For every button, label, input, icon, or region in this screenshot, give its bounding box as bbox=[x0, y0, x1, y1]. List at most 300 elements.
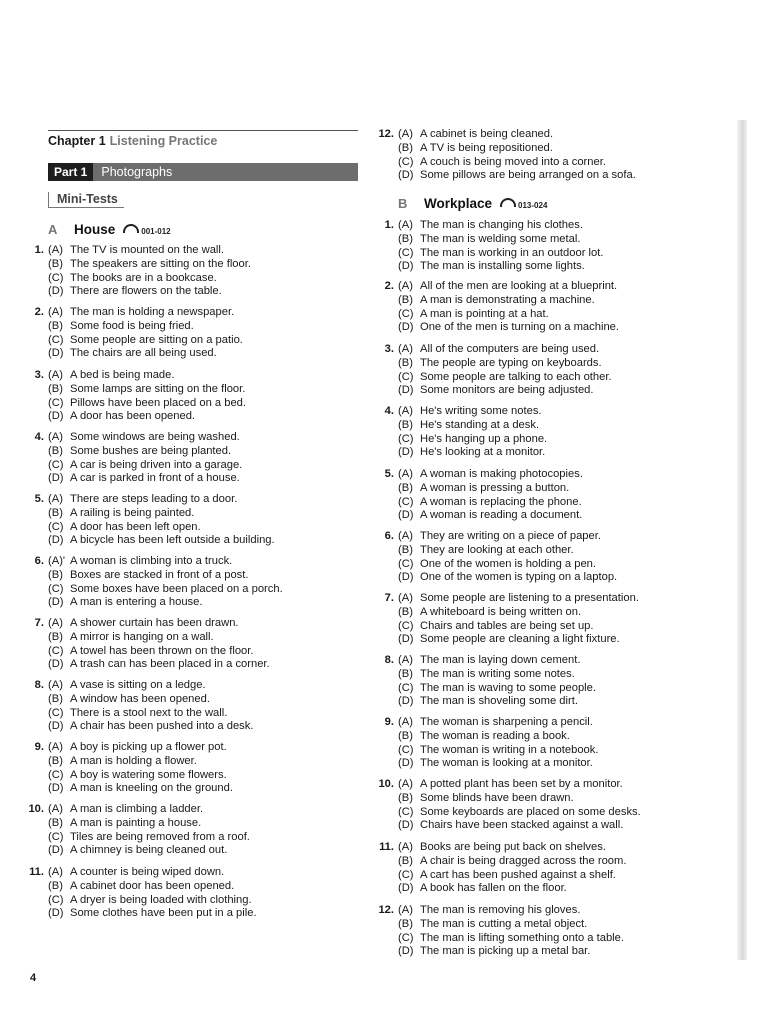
option-letter: (C) bbox=[398, 432, 414, 445]
option-letter: (C) bbox=[398, 495, 414, 508]
option-letter: (A) bbox=[398, 468, 413, 480]
option-text: A chair is being dragged across the room. bbox=[420, 854, 627, 867]
option-text: All of the computers are being used. bbox=[420, 343, 600, 355]
answer-option bbox=[398, 419, 547, 433]
mini-tests-heading: Mini-Tests bbox=[48, 192, 124, 208]
chapter-label: Chapter 1 bbox=[48, 134, 106, 148]
question-number: 11. bbox=[29, 866, 44, 878]
answer-options bbox=[398, 128, 636, 183]
option-text: A door has been opened. bbox=[70, 410, 196, 423]
answer-option bbox=[398, 357, 612, 371]
answer-options bbox=[398, 841, 626, 896]
option-letter: (B) bbox=[48, 879, 63, 892]
answer-option bbox=[48, 596, 283, 610]
question-number: 3. bbox=[34, 369, 44, 381]
option-text: A man is painting a house. bbox=[70, 816, 202, 829]
answer-option bbox=[48, 707, 253, 721]
option-text: The man is working in an outdoor lot. bbox=[420, 246, 604, 259]
option-letter: (A) bbox=[48, 679, 63, 691]
question-number: 6. bbox=[34, 555, 44, 567]
section-title: Workplace bbox=[424, 196, 493, 211]
option-letter: (B) bbox=[398, 791, 413, 804]
option-text: A car is being driven into a garage. bbox=[70, 458, 243, 471]
option-letter: (D) bbox=[398, 819, 414, 832]
option-text: A woman is pressing a button. bbox=[420, 481, 570, 494]
question-number: 8. bbox=[34, 679, 44, 691]
option-letter: (B) bbox=[398, 667, 413, 680]
answer-option bbox=[398, 945, 624, 959]
option-letter: (C) bbox=[398, 246, 414, 259]
option-text: A woman is reading a document. bbox=[420, 509, 583, 522]
option-letter: (B) bbox=[398, 356, 413, 369]
answer-option bbox=[48, 720, 253, 734]
option-text: Some bushes are being planted. bbox=[70, 444, 232, 457]
option-text: The man is waving to some people. bbox=[420, 681, 596, 694]
option-text: There is a stool next to the wall. bbox=[70, 706, 228, 719]
option-text: A man is climbing a ladder. bbox=[70, 803, 204, 815]
answer-options bbox=[48, 803, 250, 858]
option-text: A woman is climbing into a truck. bbox=[70, 555, 233, 567]
option-text: Chairs and tables are being set up. bbox=[420, 619, 594, 632]
question-number: 12. bbox=[378, 904, 394, 916]
answer-options bbox=[48, 555, 283, 610]
answer-option bbox=[398, 509, 583, 523]
answer-option bbox=[398, 869, 626, 883]
option-letter: (D) bbox=[48, 472, 64, 485]
answer-option bbox=[398, 468, 583, 482]
answer-option bbox=[398, 757, 598, 771]
answer-option bbox=[398, 219, 603, 233]
option-text: A dryer is being loaded with clothing. bbox=[70, 893, 252, 906]
section-title: House bbox=[74, 222, 116, 237]
answer-option bbox=[398, 730, 598, 744]
option-letter: (C) bbox=[398, 619, 414, 632]
question-number: 4. bbox=[34, 431, 44, 443]
option-letter: (B) bbox=[398, 418, 413, 431]
answer-option bbox=[398, 247, 603, 261]
option-text: A cabinet is being cleaned. bbox=[420, 128, 554, 140]
option-text: Boxes are stacked in front of a post. bbox=[70, 568, 249, 581]
answer-options bbox=[398, 904, 624, 959]
option-text: A whiteboard is being written on. bbox=[420, 605, 582, 618]
answer-option bbox=[398, 606, 639, 620]
option-text: A counter is being wiped down. bbox=[70, 866, 225, 878]
option-text: Some pillows are being arranged on a sofa. bbox=[420, 169, 636, 182]
option-text: A man is holding a flower. bbox=[70, 754, 197, 767]
option-letter: (A) bbox=[48, 617, 63, 629]
track-range: 013-024 bbox=[518, 201, 548, 210]
chapter-heading bbox=[48, 134, 217, 148]
option-letter: (D) bbox=[398, 169, 414, 182]
option-text: Some people are talking to each other. bbox=[420, 370, 612, 383]
option-text: Some blinds have been drawn. bbox=[420, 791, 574, 804]
option-letter: (B) bbox=[48, 568, 63, 581]
option-text: A couch is being moved into a corner. bbox=[420, 155, 606, 168]
option-letter: (B) bbox=[48, 506, 63, 519]
option-text: The man is laying down cement. bbox=[420, 654, 581, 666]
section-letter: B bbox=[398, 196, 408, 211]
option-letter: (C) bbox=[398, 370, 414, 383]
answer-option bbox=[48, 397, 246, 411]
option-letter: (B) bbox=[398, 917, 413, 930]
option-text: All of the men are looking at a blueprint. bbox=[420, 280, 618, 292]
answer-option bbox=[398, 592, 639, 606]
answer-option bbox=[398, 496, 583, 510]
answer-option bbox=[48, 472, 242, 486]
option-letter: (C) bbox=[48, 271, 64, 284]
option-text: A chair has been pushed into a desk. bbox=[70, 720, 254, 733]
option-text: Pillows have been placed on a bed. bbox=[70, 396, 247, 409]
option-letter: (C) bbox=[48, 706, 64, 719]
answer-option bbox=[398, 343, 612, 357]
answer-options bbox=[398, 219, 603, 274]
question-number: 10. bbox=[28, 803, 44, 815]
answer-options bbox=[398, 716, 598, 771]
option-letter: (A) bbox=[398, 405, 413, 417]
option-letter: (A) bbox=[398, 128, 413, 140]
section-letter: A bbox=[48, 222, 58, 237]
option-text: A man is kneeling on the ground. bbox=[70, 782, 233, 795]
option-letter: (C) bbox=[398, 155, 414, 168]
option-letter: (B) bbox=[48, 692, 63, 705]
option-text: The man is writing some notes. bbox=[420, 667, 575, 680]
question-number: 1. bbox=[384, 219, 394, 231]
answer-option bbox=[398, 544, 617, 558]
answer-options bbox=[48, 306, 243, 361]
answer-options bbox=[48, 741, 233, 796]
option-letter: (D) bbox=[48, 534, 64, 547]
option-text: A boy is watering some flowers. bbox=[70, 768, 227, 781]
option-text: Some keyboards are placed on some desks. bbox=[420, 805, 641, 818]
answer-option bbox=[48, 645, 270, 659]
option-text: He's hanging up a phone. bbox=[420, 432, 548, 445]
option-letter: (C) bbox=[48, 396, 64, 409]
option-text: The woman is reading a book. bbox=[420, 729, 570, 742]
option-letter: (A) bbox=[398, 654, 413, 666]
page-edge-shadow bbox=[737, 120, 747, 960]
option-letter: (B) bbox=[398, 293, 413, 306]
option-letter: (D) bbox=[398, 446, 414, 459]
option-text: One of the men is turning on a machine. bbox=[420, 321, 620, 334]
option-text: A bicycle has been left outside a building. bbox=[70, 534, 275, 547]
answer-option bbox=[398, 433, 547, 447]
answer-option bbox=[48, 521, 275, 535]
question-number: 5. bbox=[34, 493, 44, 505]
option-text: A woman is making photocopies. bbox=[420, 468, 583, 480]
option-letter: (D) bbox=[48, 658, 64, 671]
answer-option bbox=[398, 371, 612, 385]
answer-option bbox=[398, 128, 636, 142]
answer-option bbox=[398, 806, 641, 820]
answer-option bbox=[398, 294, 619, 308]
option-letter: (D) bbox=[398, 882, 414, 895]
answer-option bbox=[398, 792, 641, 806]
option-text: Books are being put back on shelves. bbox=[420, 841, 606, 853]
answer-option bbox=[398, 260, 603, 274]
answer-option bbox=[398, 695, 596, 709]
option-text: A towel has been thrown on the floor. bbox=[70, 644, 254, 657]
answer-option bbox=[48, 693, 253, 707]
option-letter: (D) bbox=[398, 571, 414, 584]
answer-option bbox=[48, 755, 233, 769]
answer-option bbox=[398, 668, 596, 682]
answer-option bbox=[48, 507, 275, 521]
answer-options bbox=[398, 468, 583, 523]
option-text: A shower curtain has been drawn. bbox=[70, 617, 239, 629]
option-letter: (B) bbox=[48, 319, 63, 332]
answer-option bbox=[398, 571, 617, 585]
answer-option bbox=[398, 405, 547, 419]
answer-option bbox=[398, 308, 619, 322]
option-text: The man is changing his clothes. bbox=[420, 219, 583, 231]
option-letter: (D) bbox=[398, 260, 414, 273]
option-text: Some people are listening to a presentation. bbox=[420, 592, 639, 604]
option-letter: (B) bbox=[48, 754, 63, 767]
option-letter: (D) bbox=[398, 695, 414, 708]
option-letter: (A) bbox=[398, 343, 413, 355]
answer-option bbox=[48, 285, 251, 299]
answer-option bbox=[48, 306, 243, 320]
question-number: 2. bbox=[34, 306, 44, 318]
option-text: Tiles are being removed from a roof. bbox=[70, 830, 250, 843]
option-letter: (B) bbox=[398, 605, 413, 618]
answer-option bbox=[48, 459, 242, 473]
header-rule bbox=[48, 130, 358, 131]
option-letter: (D) bbox=[48, 782, 64, 795]
answer-option bbox=[48, 631, 270, 645]
option-text: One of the women is typing on a laptop. bbox=[420, 571, 618, 584]
option-text: A woman is replacing the phone. bbox=[420, 495, 582, 508]
option-text: A man is entering a house. bbox=[70, 596, 203, 609]
answer-option bbox=[48, 369, 246, 383]
answer-option bbox=[398, 819, 641, 833]
option-text: The woman is sharpening a pencil. bbox=[420, 716, 593, 728]
answer-option bbox=[398, 384, 612, 398]
option-letter: (D) bbox=[48, 844, 64, 857]
answer-option bbox=[398, 841, 626, 855]
answer-option bbox=[398, 918, 624, 932]
option-text: A vase is sitting on a ledge. bbox=[70, 679, 206, 691]
option-letter: (C) bbox=[398, 557, 414, 570]
answer-option bbox=[398, 654, 596, 668]
answer-option bbox=[48, 258, 251, 272]
answer-option bbox=[48, 493, 275, 507]
answer-option bbox=[48, 583, 283, 597]
option-letter: (D) bbox=[398, 633, 414, 646]
option-letter: (B) bbox=[48, 630, 63, 643]
option-letter: (C) bbox=[398, 307, 414, 320]
answer-option bbox=[48, 817, 250, 831]
option-letter: (A) bbox=[398, 592, 413, 604]
option-letter: (D) bbox=[398, 509, 414, 522]
option-text: A man is demonstrating a machine. bbox=[420, 293, 595, 306]
answer-option bbox=[398, 482, 583, 496]
option-letter: (C) bbox=[48, 333, 64, 346]
option-letter: (C) bbox=[48, 768, 64, 781]
option-text: The man is shoveling some dirt. bbox=[420, 695, 578, 708]
option-text: Some people are cleaning a light fixture. bbox=[420, 633, 620, 646]
option-text: He's looking at a monitor. bbox=[420, 446, 546, 459]
question-number: 6. bbox=[384, 530, 394, 542]
answer-options bbox=[398, 592, 639, 647]
answer-options bbox=[48, 369, 246, 424]
answer-options bbox=[398, 405, 547, 460]
option-text: A mirror is hanging on a wall. bbox=[70, 630, 214, 643]
answer-option bbox=[48, 741, 233, 755]
headphones-icon bbox=[500, 198, 516, 207]
option-letter: (D) bbox=[398, 321, 414, 334]
option-text: A window has been opened. bbox=[70, 692, 210, 705]
option-text: The man is cutting a metal object. bbox=[420, 917, 588, 930]
option-text: A boy is picking up a flower pot. bbox=[70, 741, 227, 753]
option-letter: (A) bbox=[48, 244, 63, 256]
option-text: One of the women is holding a pen. bbox=[420, 557, 597, 570]
answer-option bbox=[48, 320, 243, 334]
answer-option bbox=[398, 882, 626, 896]
option-letter: (A) bbox=[48, 493, 63, 505]
option-text: A man is pointing at a hat. bbox=[420, 307, 549, 320]
option-letter: (C) bbox=[48, 644, 64, 657]
question-number: 9. bbox=[384, 716, 394, 728]
answer-option bbox=[48, 244, 251, 258]
part-bar bbox=[48, 163, 358, 181]
answer-options bbox=[398, 654, 596, 709]
option-letter: (B) bbox=[398, 141, 413, 154]
option-letter: (A) bbox=[398, 219, 413, 231]
question-number: 8. bbox=[384, 654, 394, 666]
headphones-icon bbox=[123, 224, 139, 233]
answer-option bbox=[48, 844, 250, 858]
answer-option bbox=[398, 233, 603, 247]
answer-option bbox=[48, 272, 251, 286]
option-letter: (A) bbox=[398, 904, 413, 916]
option-letter: (B) bbox=[48, 257, 63, 270]
option-text: A bed is being made. bbox=[70, 369, 175, 381]
option-letter: (C) bbox=[48, 520, 64, 533]
option-letter: (A) bbox=[398, 778, 413, 790]
answer-option bbox=[398, 778, 641, 792]
answer-option bbox=[398, 855, 626, 869]
option-letter: (D) bbox=[398, 945, 414, 958]
option-text: Some boxes have been placed on a porch. bbox=[70, 582, 283, 595]
answer-option bbox=[398, 904, 624, 918]
option-text: The books are in a bookcase. bbox=[70, 271, 217, 284]
option-letter: (A) bbox=[398, 530, 413, 542]
answer-options bbox=[48, 617, 270, 672]
option-letter: (A) bbox=[48, 431, 63, 443]
question-number: 2. bbox=[384, 280, 394, 292]
answer-option bbox=[48, 831, 250, 845]
question-number: 7. bbox=[384, 592, 394, 604]
option-letter: (B) bbox=[398, 481, 413, 494]
option-text: The woman is writing in a notebook. bbox=[420, 743, 599, 756]
section-house-heading bbox=[48, 222, 171, 237]
option-text: A door has been left open. bbox=[70, 520, 201, 533]
answer-option bbox=[398, 558, 617, 572]
question-number: 4. bbox=[384, 405, 394, 417]
question-number: 3. bbox=[384, 343, 394, 355]
option-letter: (D) bbox=[398, 757, 414, 770]
option-letter: (D) bbox=[48, 907, 64, 920]
option-letter: (C) bbox=[48, 458, 64, 471]
option-letter: (B) bbox=[398, 729, 413, 742]
answer-option bbox=[48, 617, 270, 631]
option-letter: (D) bbox=[398, 384, 414, 397]
answer-option bbox=[48, 894, 257, 908]
answer-option bbox=[48, 679, 253, 693]
answer-option bbox=[48, 534, 275, 548]
answer-option bbox=[398, 620, 639, 634]
chapter-subtitle: Listening Practice bbox=[109, 134, 218, 148]
question-number: 10. bbox=[378, 778, 394, 790]
option-text: The speakers are sitting on the floor. bbox=[70, 257, 251, 270]
option-text: The woman is looking at a monitor. bbox=[420, 757, 593, 770]
option-letter: (A) bbox=[48, 741, 63, 753]
answer-option bbox=[48, 803, 250, 817]
answer-option bbox=[398, 280, 619, 294]
option-letter: (D) bbox=[48, 410, 64, 423]
option-letter: (B) bbox=[48, 816, 63, 829]
option-letter: (D) bbox=[48, 596, 64, 609]
track-range: 001-012 bbox=[141, 227, 171, 236]
option-text: A potted plant has been set by a monitor. bbox=[420, 778, 623, 790]
option-text: A book has fallen on the floor. bbox=[420, 882, 567, 895]
option-letter: (A) bbox=[398, 841, 413, 853]
answer-option bbox=[48, 445, 242, 459]
answer-option bbox=[48, 431, 242, 445]
answer-options bbox=[48, 244, 251, 299]
option-text: Some monitors are being adjusted. bbox=[420, 384, 594, 397]
option-letter: (C) bbox=[48, 830, 64, 843]
option-letter: (A) bbox=[48, 306, 63, 318]
answer-option bbox=[398, 156, 636, 170]
option-letter: (D) bbox=[48, 285, 64, 298]
answer-options bbox=[48, 866, 257, 921]
option-text: The man is welding some metal. bbox=[420, 232, 581, 245]
answer-options bbox=[48, 493, 275, 548]
option-text: The man is picking up a metal bar. bbox=[420, 945, 591, 958]
option-letter: (A) bbox=[48, 803, 63, 815]
answer-option bbox=[48, 769, 233, 783]
answer-option bbox=[48, 383, 246, 397]
option-text: The chairs are all being used. bbox=[70, 347, 217, 360]
question-number: 9. bbox=[34, 741, 44, 753]
option-text: They are looking at each other. bbox=[420, 543, 574, 556]
option-letter: (A) bbox=[398, 716, 413, 728]
section-workplace-heading bbox=[398, 196, 547, 211]
option-text: Some food is being fried. bbox=[70, 319, 194, 332]
option-letter: (D) bbox=[48, 347, 64, 360]
option-text: The man is removing his gloves. bbox=[420, 904, 581, 916]
answer-options bbox=[398, 778, 641, 833]
option-letter: (B) bbox=[48, 444, 63, 457]
answer-option bbox=[398, 716, 598, 730]
option-letter: (C) bbox=[398, 681, 414, 694]
option-letter: (C) bbox=[398, 805, 414, 818]
option-text: There are flowers on the table. bbox=[70, 285, 222, 298]
option-letter: (A)' bbox=[48, 555, 66, 567]
option-text: The man is lifting something onto a table. bbox=[420, 931, 624, 944]
part-label: Part 1 bbox=[48, 163, 93, 181]
option-letter: (B) bbox=[398, 232, 413, 245]
option-text: The people are typing on keyboards. bbox=[420, 356, 602, 369]
question-number: 12. bbox=[378, 128, 394, 140]
option-text: A cart has been pushed against a shelf. bbox=[420, 868, 616, 881]
answer-option bbox=[398, 321, 619, 335]
option-text: The man is installing some lights. bbox=[420, 260, 585, 273]
answer-options bbox=[398, 280, 619, 335]
answer-option bbox=[398, 142, 636, 156]
